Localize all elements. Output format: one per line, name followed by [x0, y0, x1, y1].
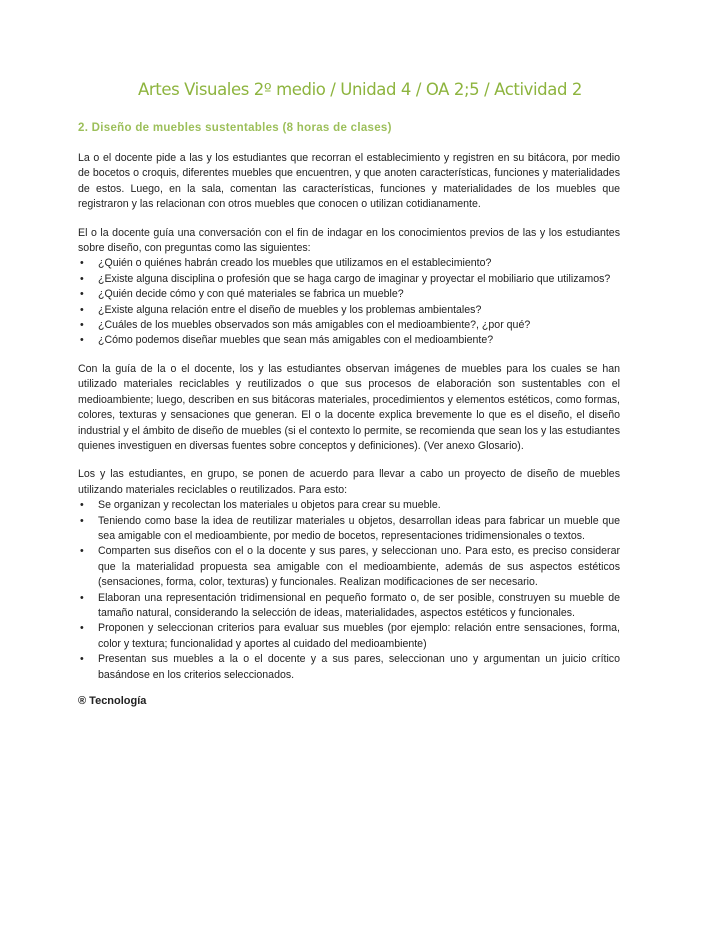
- bullet-icon: •: [80, 319, 84, 332]
- list-item: • Presentan sus muebles a la o el docente y a sus pares, seleccionan uno y argumentan un juicio crítico basándose en los criterios seleccionados.: [80, 653, 620, 681]
- bullet-icon: •: [80, 514, 84, 527]
- section-heading: 2. Diseño de muebles sustentables (8 horas de clases): [78, 122, 392, 134]
- question-list: [78, 256, 620, 348]
- bullet-icon: •: [80, 591, 84, 604]
- bullet-icon: •: [80, 257, 84, 270]
- list-item: • Teniendo como base la idea de reutilizar materiales u objetos, desarrollan ideas para fabricar un mueble que sea amigable con el medioambiente, por medio de bocetos, representaciones tridimensionales o textos.: [80, 514, 620, 542]
- bullet-icon: •: [80, 622, 84, 635]
- list-item: • ¿Existe alguna relación entre el diseño de muebles y los problemas ambientales?: [78, 303, 620, 318]
- list-item: • ¿Cuáles de los muebles observados son más amigables con el medioambiente?, ¿por qué?: [78, 318, 620, 333]
- bullet-icon: •: [80, 272, 84, 285]
- registered-icon: ®: [78, 695, 87, 707]
- document-body: [78, 151, 620, 709]
- bullet-icon: •: [80, 334, 84, 347]
- bullet-icon: •: [80, 653, 84, 666]
- bullet-icon: •: [80, 545, 84, 558]
- list-item: • ¿Quién o quiénes habrán creado los muebles que utilizamos en el establecimiento?: [78, 256, 620, 271]
- bullet-icon: •: [80, 499, 84, 512]
- page-title: Artes Visuales 2º medio / Unidad 4 / OA 2;5 / Actividad 2: [137, 80, 582, 99]
- list-item: • ¿Existe alguna disciplina o profesión que se haga cargo de imaginar y proyectar el mobiliario que utilizamos?: [78, 272, 620, 287]
- list-item: • Se organizan y recolectan los materiales u objetos para crear su mueble.: [78, 498, 620, 513]
- bullet-icon: •: [80, 288, 84, 301]
- list-item: • Comparten sus diseños con el o la docente y sus pares, y seleccionan uno. Para esto, es preciso considerar que la materialidad propuesta sea amigable con el medioambiente, además de sus aspectos estéticos (sensaciones, forma, color, texturas) y funcionales. Realizan modificaciones de ser necesario.: [80, 545, 620, 589]
- paragraph-conversation: El o la docente guía una conversación con el fin de indagar en los conocimientos previos de las y los estudiantes sobre diseño, con preguntas como las siguientes:: [78, 226, 620, 255]
- paragraph-guided-observation: Con la guía de la o el docente, los y las estudiantes observan imágenes de muebles para los cuales se han utilizado materiales reciclables y reutilizados o que sus procesos de elaboración son sustentables con el medioambiente; luego, describen en sus bitácoras materiales, procedimientos y elementos estéticos, como formas, colores, texturas y sensaciones que generan. El o la docente explica brevemente lo que es el diseño, el diseño industrial y el ámbito de diseño de muebles (si el contexto lo permite, se recomienda que sean los y las estudiantes quienes investiguen en diversas fuentes sobre conceptos y definiciones). (Ver anexo Glosario).: [78, 362, 620, 452]
- bullet-icon: •: [80, 303, 84, 316]
- paragraph-intro: La o el docente pide a las y los estudiantes que recorran el establecimiento y registren en su bitácora, por medio de bocetos o croquis, diferentes muebles que encuentren, y que anoten características, funciones y materialidades de estos. Luego, en la sala, comentan las características, funciones y materialidades de los muebles que registraron y las relacionan con otros muebles que conocen o utilizan cotidianamente.: [78, 152, 620, 211]
- paragraph-project: Los y las estudiantes, en grupo, se ponen de acuerdo para llevar a cabo un proyecto de diseño de muebles utilizando materiales reciclables o reutilizados. Para esto:: [78, 468, 620, 496]
- list-item: • ¿Quién decide cómo y con qué materiales se fabrica un mueble?: [78, 287, 620, 302]
- steps-list: [78, 498, 620, 683]
- list-item: • ¿Cómo podemos diseñar muebles que sean más amigables con el medioambiente?: [78, 333, 620, 348]
- list-item: • Proponen y seleccionan criterios para evaluar sus muebles (por ejemplo: relación entre sensaciones, forma, color y textura; funcionalidad y aportes al cuidado del medioambiente): [80, 622, 620, 650]
- connection-tecnologia: ® Tecnología: [78, 695, 147, 707]
- list-item: • Elaboran una representación tridimensional en pequeño formato o, de ser posible, construyen su mueble de tamaño natural, considerando la selección de ideas, materialidades, aspectos estéticos y funcionales.: [80, 591, 620, 619]
